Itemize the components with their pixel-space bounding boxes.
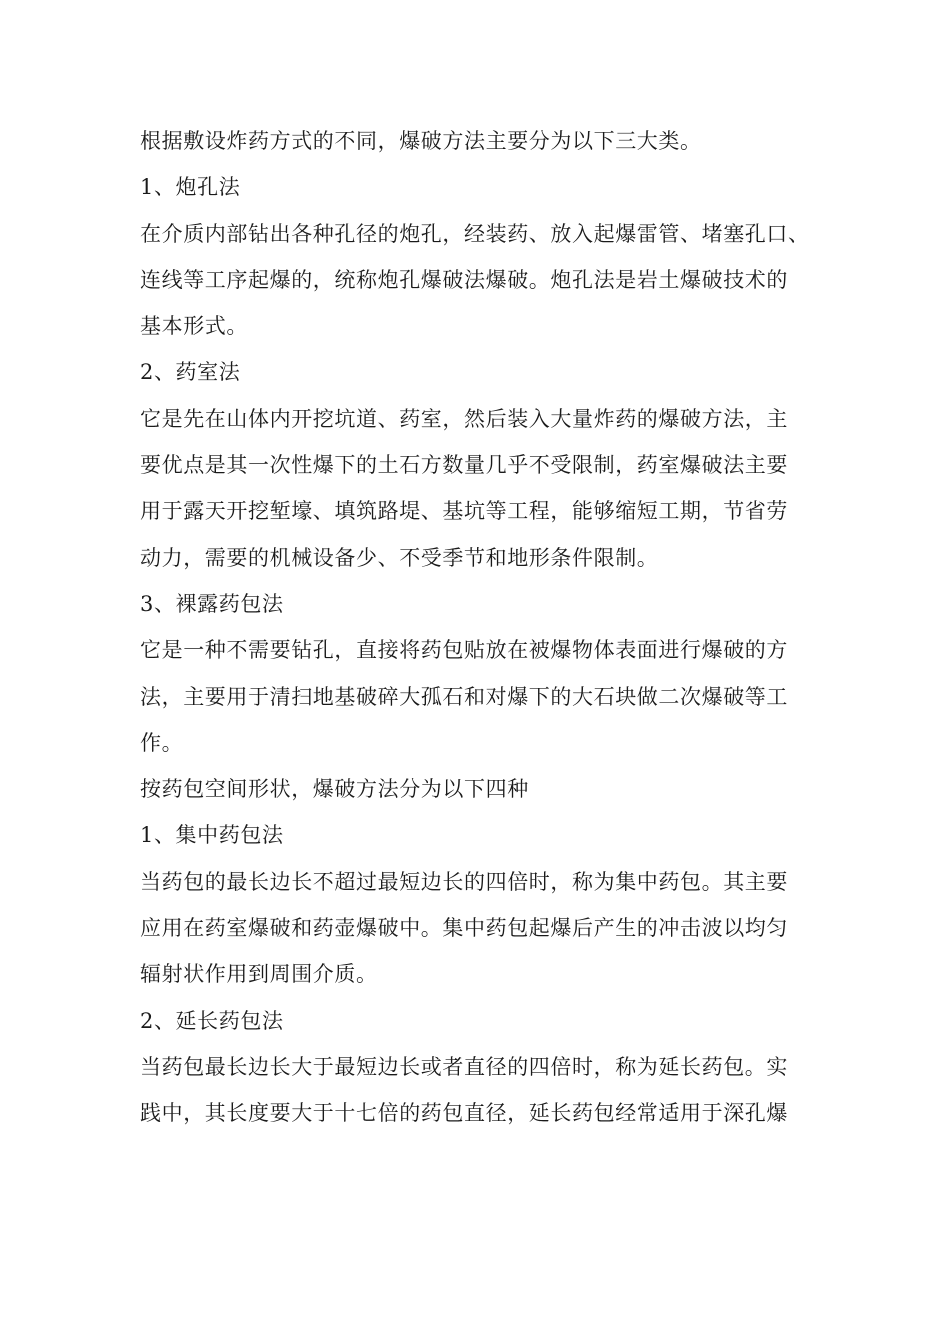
section-heading-exposed-charge — [140, 581, 830, 627]
body-paragraph — [140, 396, 830, 581]
text-line: 基本形式。 — [140, 314, 248, 339]
intro-paragraph — [140, 118, 830, 164]
text-line: 根据敷设炸药方式的不同，爆破方法主要分为以下三大类。 — [140, 129, 702, 153]
body-paragraph — [140, 1044, 830, 1137]
text-line: 动力，需要的机械设备少、不受季节和地形条件限制。 — [140, 545, 659, 570]
text-line: 2、药室法 — [140, 360, 241, 385]
text-line: 辐射状作用到周围介质。 — [140, 962, 378, 987]
text-line: 当药包的最长边长不超过最短边长的四倍时，称为集中药包。其主要 — [140, 869, 788, 894]
text-line: 2、延长药包法 — [140, 1008, 284, 1033]
section-heading-drill-hole — [140, 164, 830, 210]
document-body — [140, 118, 830, 1137]
text-line: 它是先在山体内开挖坑道、药室，然后装入大量炸药的爆破方法，主 — [140, 406, 788, 431]
text-line: 连线等工序起爆的，统称炮孔爆破法爆破。炮孔法是岩土爆破技术的 — [140, 267, 788, 292]
text-line: 3、裸露药包法 — [140, 591, 284, 616]
text-line: 用于露天开挖堑壕、填筑路堤、基坑等工程，能够缩短工期，节省劳 — [140, 499, 788, 524]
text-line: 在介质内部钻出各种孔径的炮孔，经装药、放入起爆雷管、堵塞孔口、 — [140, 221, 810, 246]
text-line: 践中，其长度要大于十七倍的药包直径，延长药包经常适用于深孔爆 — [140, 1101, 788, 1126]
text-line: 按药包空间形状，爆破方法分为以下四种 — [140, 777, 529, 802]
body-paragraph — [140, 211, 830, 350]
text-line: 1、炮孔法 — [140, 175, 241, 200]
intro-paragraph — [140, 766, 830, 812]
text-line: 法，主要用于清扫地基破碎大孤石和对爆下的大石块做二次爆破等工 — [140, 684, 788, 709]
text-line: 1、集中药包法 — [140, 823, 284, 848]
section-heading-extended-charge — [140, 998, 830, 1044]
text-line: 当药包最长边长大于最短边长或者直径的四倍时，称为延长药包。实 — [140, 1054, 788, 1079]
text-line: 要优点是其一次性爆下的土石方数量几乎不受限制，药室爆破法主要 — [140, 453, 788, 478]
section-heading-chamber — [140, 349, 830, 395]
body-paragraph — [140, 859, 830, 998]
section-heading-concentrated-charge — [140, 812, 830, 858]
body-paragraph — [140, 627, 830, 766]
text-line: 应用在药室爆破和药壶爆破中。集中药包起爆后产生的冲击波以均匀 — [140, 916, 788, 941]
text-line: 作。 — [140, 730, 184, 755]
text-line: 它是一种不需要钻孔，直接将药包贴放在被爆物体表面进行爆破的方 — [140, 638, 788, 663]
